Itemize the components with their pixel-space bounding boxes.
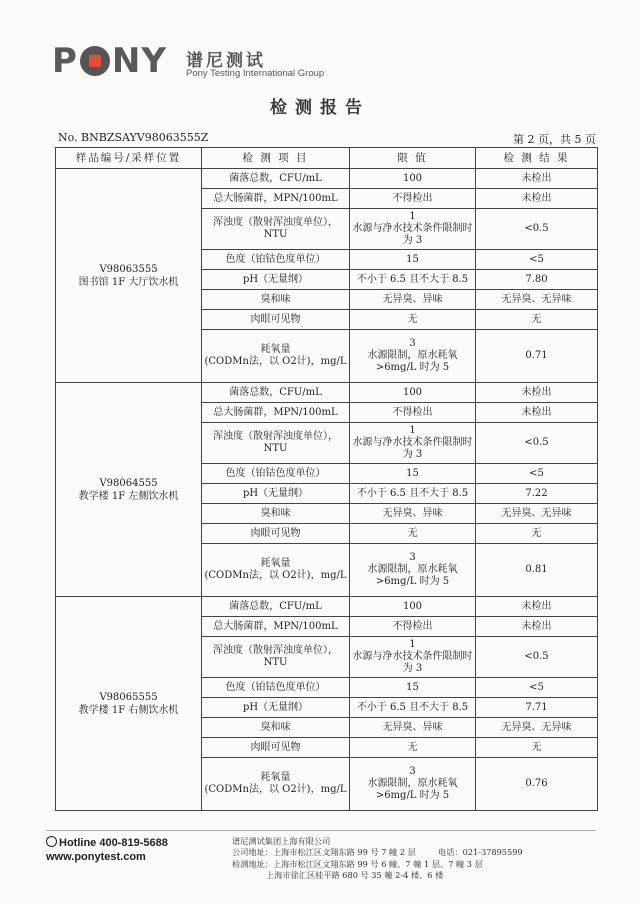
cell-item: 耗氧量 (CODMn法，以 O2计)，mg/L [202, 758, 350, 811]
cell-limit: 无异臭、异味 [350, 718, 476, 738]
cell-item: pH（无量纲） [202, 270, 350, 290]
cell-result: 0.71 [476, 330, 598, 383]
cell-item: pH（无量纲） [202, 698, 350, 718]
cell-limit: 不小于 6.5 且不大于 8.5 [350, 484, 476, 504]
cell-item: 肉眼可见物 [202, 738, 350, 758]
cell-limit: 无 [350, 524, 476, 544]
cell-item: 总大肠菌群，MPN/100mL [202, 403, 350, 423]
cell-result: 未检出 [476, 403, 598, 423]
cell-limit: 无 [350, 738, 476, 758]
cell-limit: 无异臭、异味 [350, 504, 476, 524]
results-table [55, 147, 598, 811]
cell-item: 色度（铂钴色度单位） [202, 464, 350, 484]
pony-logo [52, 41, 167, 81]
cell-result: 无异臭、无异味 [476, 718, 598, 738]
cell-item: 菌落总数，CFU/mL [202, 169, 350, 189]
cell-result: 未检出 [476, 169, 598, 189]
cell-item: 总大肠菌群，MPN/100mL [202, 617, 350, 637]
cell-item: 臭和味 [202, 504, 350, 524]
cell-result: 无 [476, 524, 598, 544]
header-item: 检 测 项 目 [202, 148, 350, 169]
header-sample: 样品编号/采样位置 [56, 148, 202, 169]
cell-item: 肉眼可见物 [202, 310, 350, 330]
cell-limit: 3 水源限制，原水耗氧>6mg/L 时为 5 [350, 544, 476, 597]
cell-item: 耗氧量 (CODMn法，以 O2计)，mg/L [202, 544, 350, 597]
cell-result: 0.81 [476, 544, 598, 597]
lab-address-2: 上海市徐汇区桂平路 680 号 35 幢 2-4 楼、6 楼 [266, 870, 444, 881]
cell-result: 7.71 [476, 698, 598, 718]
cell-limit: 不得检出 [350, 189, 476, 209]
cell-limit: 无 [350, 310, 476, 330]
cell-item: 臭和味 [202, 290, 350, 310]
cell-result: 无异臭、无异味 [476, 504, 598, 524]
cell-limit: 不得检出 [350, 617, 476, 637]
cell-item: 浑浊度（散射浑浊度单位），NTU [202, 637, 350, 678]
company-phone: 电话：021-37895599 [438, 847, 523, 857]
cell-limit: 15 [350, 464, 476, 484]
cell-limit: 3 水源限制，原水耗氧>6mg/L 时为 5 [350, 330, 476, 383]
cell-result: <0.5 [476, 637, 598, 678]
cell-item: 菌落总数，CFU/mL [202, 383, 350, 403]
footer-contact [46, 836, 168, 864]
company-address: 公司地址：上海市松江区文翔东路 99 号 7 幢 2 层 [232, 847, 416, 858]
cell-result: <5 [476, 464, 598, 484]
sample-id: V98064555 [99, 477, 158, 489]
sample-location: 教学楼 1F 左侧饮水机 [78, 490, 179, 502]
cell-item: 耗氧量 (CODMn法，以 O2计)，mg/L [202, 330, 350, 383]
cell-result: <5 [476, 678, 598, 698]
cell-result: 无异臭、无异味 [476, 290, 598, 310]
cell-item: pH（无量纲） [202, 484, 350, 504]
cell-result: 未检出 [476, 189, 598, 209]
cell-result: 7.80 [476, 270, 598, 290]
cell-item: 色度（铂钴色度单位） [202, 678, 350, 698]
sample-id: V98065555 [99, 691, 158, 703]
cell-result: 未检出 [476, 597, 598, 617]
cell-limit: 100 [350, 597, 476, 617]
sample-cell [56, 169, 202, 383]
cell-result: 0.76 [476, 758, 598, 811]
cell-result: 未检出 [476, 383, 598, 403]
cell-result: <0.5 [476, 209, 598, 250]
cell-limit: 不小于 6.5 且不大于 8.5 [350, 698, 476, 718]
cell-item: 总大肠菌群，MPN/100mL [202, 189, 350, 209]
logo-o-mark [80, 46, 110, 76]
logo-chinese-name: 谱尼测试 [186, 51, 266, 71]
header-limit: 限 值 [350, 148, 476, 169]
company-name: 谱尼测试集团上海有限公司 [232, 836, 331, 846]
cell-limit: 15 [350, 678, 476, 698]
header-result: 检 测 结 果 [476, 148, 598, 169]
website: www.ponytest.com [46, 851, 146, 863]
sample-id: V98063555 [99, 263, 158, 275]
lab-address-1: 检测地址：上海市松江区文翔东路 99 号 6 幢、7 幢 1 层、7 幢 3 层 [232, 858, 483, 869]
cell-limit: 1 水源与净水技术条件限制时为 3 [350, 637, 476, 678]
cell-result: <0.5 [476, 423, 598, 464]
cell-item: 臭和味 [202, 718, 350, 738]
cell-result: <5 [476, 250, 598, 270]
sample-location: 图书馆 1F 大厅饮水机 [78, 276, 179, 288]
cell-item: 肉眼可见物 [202, 524, 350, 544]
sample-cell [56, 383, 202, 597]
cell-limit: 3 水源限制，原水耗氧>6mg/L 时为 5 [350, 758, 476, 811]
cell-item: 色度（铂钴色度单位） [202, 250, 350, 270]
cell-limit: 1 水源与净水技术条件限制时为 3 [350, 209, 476, 250]
report-title: 检测报告 [270, 98, 370, 118]
cell-item: 菌落总数，CFU/mL [202, 597, 350, 617]
hotline: Hotline 400-819-5688 [59, 837, 168, 849]
logo-english-name: Pony Testing International Group [186, 68, 325, 79]
cell-item: 浑浊度（散射浑浊度单位），NTU [202, 423, 350, 464]
cell-result: 未检出 [476, 617, 598, 637]
footer-divider [46, 830, 596, 831]
sample-cell [56, 597, 202, 811]
logo-letter-p: P [52, 41, 78, 81]
cell-result: 无 [476, 310, 598, 330]
cell-limit: 100 [350, 383, 476, 403]
cell-item: 浑浊度（散射浑浊度单位），NTU [202, 209, 350, 250]
cell-limit: 100 [350, 169, 476, 189]
cell-limit: 无异臭、异味 [350, 290, 476, 310]
phone-icon [46, 836, 57, 847]
table-row [56, 169, 598, 189]
footer-addresses [232, 836, 483, 882]
page-number: 第 2 页，共 5 页 [513, 133, 596, 146]
cell-limit: 不小于 6.5 且不大于 8.5 [350, 270, 476, 290]
cell-result: 无 [476, 738, 598, 758]
cell-result: 7.22 [476, 484, 598, 504]
cell-limit: 15 [350, 250, 476, 270]
table-row [56, 383, 598, 403]
sample-location: 教学楼 1F 右侧饮水机 [78, 704, 179, 716]
cell-limit: 不得检出 [350, 403, 476, 423]
report-number: No. BNBZSAYV98063555Z [58, 131, 209, 144]
table-row [56, 597, 598, 617]
cell-limit: 1 水源与净水技术条件限制时为 3 [350, 423, 476, 464]
logo-letters-ny: NY [111, 41, 167, 81]
